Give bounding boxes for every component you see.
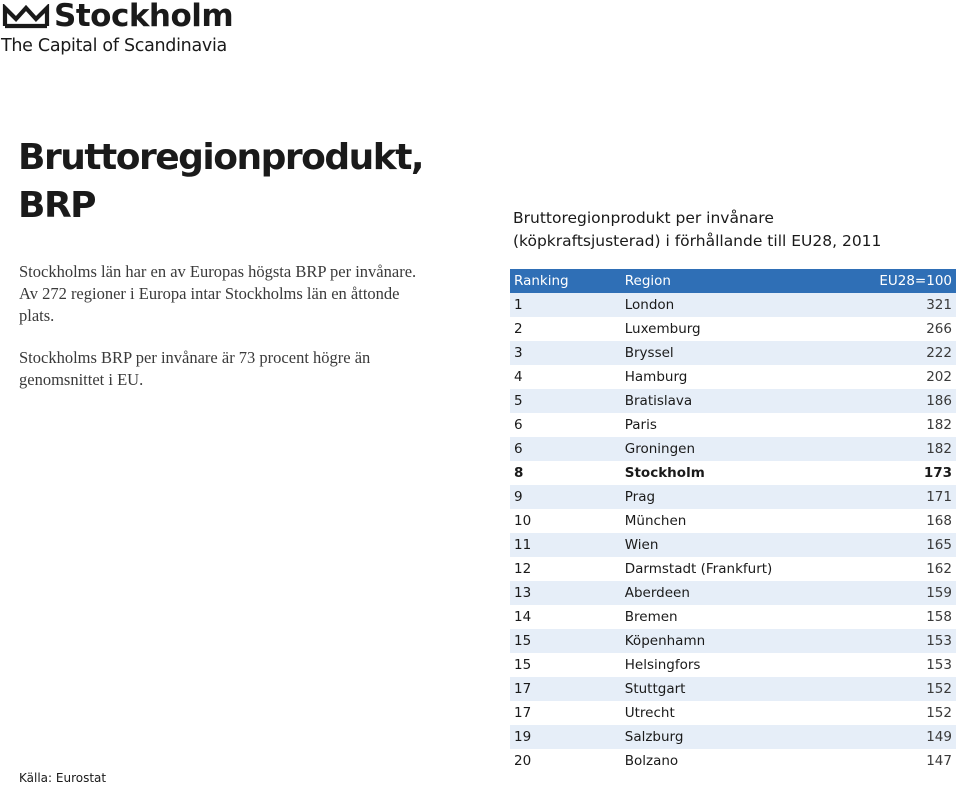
rank-cell: 13 bbox=[514, 585, 532, 601]
table-row bbox=[510, 557, 956, 581]
value-cell: 321 bbox=[926, 297, 952, 313]
table-row bbox=[510, 413, 956, 437]
value-cell: 202 bbox=[926, 369, 952, 385]
region-cell: Köpenhamn bbox=[624, 633, 706, 649]
rank-cell: 8 bbox=[514, 465, 524, 481]
value-cell: 168 bbox=[926, 513, 952, 529]
region-cell: Paris bbox=[624, 417, 657, 433]
region-cell: Bratislava bbox=[624, 393, 693, 409]
region-cell: Bremen bbox=[624, 609, 678, 625]
rank-cell: 12 bbox=[514, 561, 532, 577]
rank-cell: 6 bbox=[514, 417, 523, 433]
crown-icon bbox=[2, 4, 50, 30]
rank-cell: 1 bbox=[514, 297, 523, 313]
value-cell: 186 bbox=[926, 393, 952, 409]
table-row bbox=[510, 725, 956, 749]
region-cell: Hamburg bbox=[624, 369, 688, 385]
value-cell: 165 bbox=[926, 537, 952, 553]
rank-cell: 9 bbox=[514, 489, 523, 505]
table-row bbox=[510, 461, 956, 485]
rank-cell: 15 bbox=[514, 633, 532, 649]
logo-tagline: The Capital of Scandinavia bbox=[1, 36, 227, 56]
value-cell: 182 bbox=[926, 417, 952, 433]
region-cell: Stuttgart bbox=[624, 681, 686, 697]
table-row bbox=[510, 629, 956, 653]
region-cell: Luxemburg bbox=[624, 321, 701, 337]
table-row bbox=[510, 533, 956, 557]
region-cell: London bbox=[624, 297, 675, 313]
value-cell: 159 bbox=[926, 585, 952, 601]
table-row bbox=[510, 389, 956, 413]
rank-cell: 17 bbox=[514, 705, 532, 721]
rank-cell: 11 bbox=[514, 537, 532, 553]
value-cell: 266 bbox=[926, 321, 952, 337]
table-row bbox=[510, 677, 956, 701]
table-body bbox=[510, 293, 956, 773]
table-row bbox=[510, 653, 956, 677]
table-row bbox=[510, 701, 956, 725]
logo-name: Stockholm bbox=[54, 0, 234, 34]
table-row bbox=[510, 317, 956, 341]
region-cell: Darmstadt (Frankfurt) bbox=[624, 561, 773, 577]
table-header-row bbox=[510, 269, 956, 293]
region-cell: Groningen bbox=[624, 441, 696, 457]
region-cell: Wien bbox=[624, 537, 659, 553]
column-header-value: EU28=100 bbox=[879, 273, 952, 289]
table-row bbox=[510, 749, 956, 773]
table-row bbox=[510, 293, 956, 317]
region-cell: Salzburg bbox=[624, 729, 684, 745]
intro-text bbox=[19, 261, 419, 411]
value-cell: 158 bbox=[926, 609, 952, 625]
table-row bbox=[510, 365, 956, 389]
value-cell: 152 bbox=[926, 681, 952, 697]
value-cell: 153 bbox=[926, 657, 952, 673]
rank-cell: 6 bbox=[514, 441, 523, 457]
column-header-ranking: Ranking bbox=[514, 273, 569, 289]
rank-cell: 4 bbox=[514, 369, 523, 385]
table-row bbox=[510, 581, 956, 605]
rank-cell: 15 bbox=[514, 657, 532, 673]
column-header-region: Region bbox=[624, 273, 671, 289]
region-cell: Stockholm bbox=[624, 465, 705, 481]
rank-cell: 2 bbox=[514, 321, 523, 337]
value-cell: 152 bbox=[926, 705, 952, 721]
value-cell: 222 bbox=[926, 345, 952, 361]
value-cell: 171 bbox=[926, 489, 952, 505]
region-cell: Bolzano bbox=[624, 753, 679, 769]
stockholm-logo bbox=[0, 0, 260, 64]
value-cell: 147 bbox=[926, 753, 952, 769]
table-row bbox=[510, 485, 956, 509]
rank-cell: 5 bbox=[514, 393, 523, 409]
region-cell: München bbox=[624, 513, 687, 529]
region-cell: Bryssel bbox=[624, 345, 674, 361]
table-title-line: Bruttoregionprodukt per invånare bbox=[513, 209, 774, 227]
region-cell: Aberdeen bbox=[624, 585, 690, 601]
table-row bbox=[510, 605, 956, 629]
region-cell: Helsingfors bbox=[624, 657, 701, 673]
table-row bbox=[510, 341, 956, 365]
rank-cell: 17 bbox=[514, 681, 532, 697]
rank-cell: 20 bbox=[514, 753, 532, 769]
intro-paragraph: Stockholms län har en av Europas högsta BRP per invånare. Av 272 regioner i Europa intar Stockholms län en åttonde plats. bbox=[19, 262, 417, 325]
rank-cell: 14 bbox=[514, 609, 532, 625]
rank-cell: 19 bbox=[514, 729, 532, 745]
table-title bbox=[513, 207, 953, 253]
value-cell: 173 bbox=[923, 465, 952, 481]
table-row bbox=[510, 437, 956, 461]
table-row bbox=[510, 509, 956, 533]
page-title: Bruttoregionprodukt, BRP bbox=[18, 137, 424, 226]
rank-cell: 10 bbox=[514, 513, 532, 529]
value-cell: 149 bbox=[926, 729, 952, 745]
value-cell: 153 bbox=[926, 633, 952, 649]
rank-cell: 3 bbox=[514, 345, 523, 361]
value-cell: 162 bbox=[926, 561, 952, 577]
table-title-line: (köpkraftsjusterad) i förhållande till EU28, 2011 bbox=[513, 232, 882, 250]
intro-paragraph: Stockholms BRP per invånare är 73 procent högre än genomsnittet i EU. bbox=[19, 348, 371, 389]
region-cell: Utrecht bbox=[624, 705, 675, 721]
source-note: Källa: Eurostat bbox=[19, 771, 107, 785]
ranking-table bbox=[510, 269, 956, 773]
value-cell: 182 bbox=[926, 441, 952, 457]
region-cell: Prag bbox=[624, 489, 656, 505]
